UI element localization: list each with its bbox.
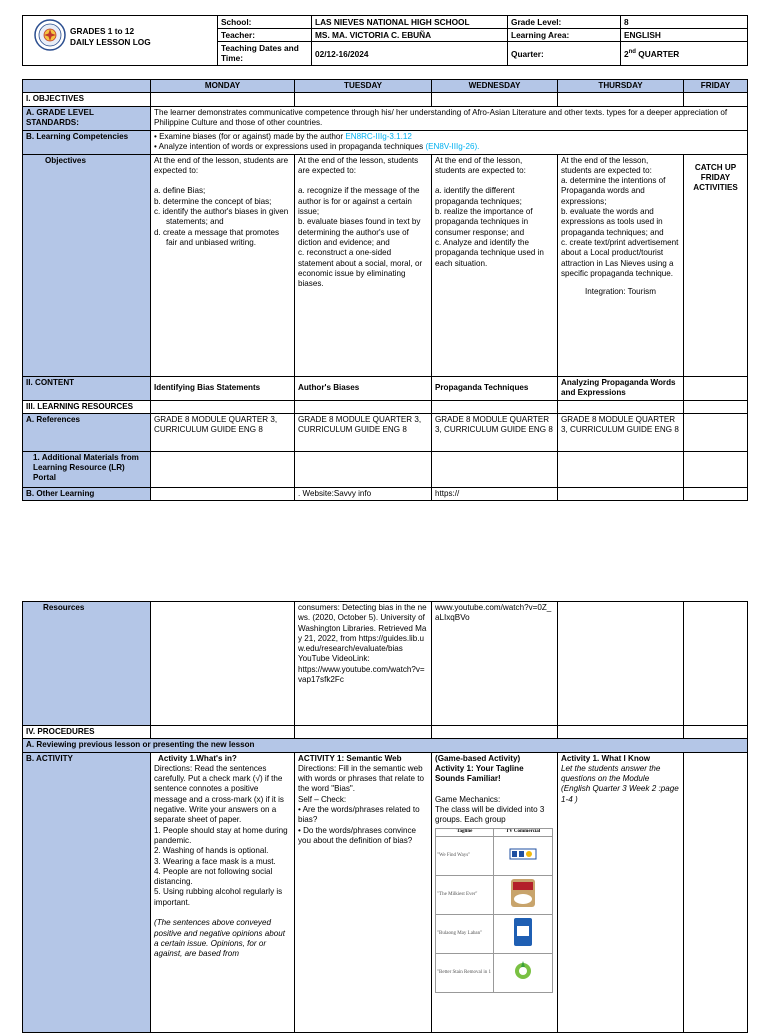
standards-text: The learner demonstrates communicative competence through his/ her understanding of Afro-Asian Literature and other texts. types for a deeper appreciation of Philippine Culture and those of other countries. bbox=[151, 106, 748, 130]
area-label: Learning Area: bbox=[508, 29, 621, 42]
objectives-thursday: At the end of the lesson, students are expected to: a. determine the intentions of Propaganda words and expressions; b. evaluate the words and expressions as tools used in propaganda techniques; and c. create text/print advertisement about a Local product/tourist attraction in Las Nieves using a specific propaganda technique. Integration: Tourism bbox=[558, 154, 684, 376]
header-table bbox=[22, 15, 748, 66]
content-thursday: Analyzing Propaganda Words and Expressions bbox=[558, 376, 684, 400]
comp2-code: (EN8V-IIIg-26). bbox=[425, 141, 480, 151]
activity-thursday: Activity 1. What I Know Let the students answer the questions on the Module (English Quarter 3 Week 2 :page 1-4 ) bbox=[558, 752, 684, 1032]
teacher-label: Teacher: bbox=[218, 29, 312, 42]
standards-label: A. GRADE LEVEL STANDARDS: bbox=[23, 106, 151, 130]
logo-cell bbox=[23, 16, 218, 66]
school-label: School: bbox=[218, 16, 312, 29]
content-tuesday: Author's Biases bbox=[295, 376, 432, 400]
objectives-heading: I. OBJECTIVES bbox=[23, 93, 151, 106]
day-thursday: THURSDAY bbox=[558, 80, 684, 93]
milk-box-icon bbox=[494, 914, 553, 953]
references-label: A. References bbox=[23, 413, 151, 451]
tagline-2: "The Milkiest Ever" bbox=[436, 875, 494, 914]
activity-label: B. ACTIVITY bbox=[23, 752, 151, 1032]
refs-tuesday: GRADE 8 MODULE QUARTER 3, CURRICULUM GUIDE ENG 8 bbox=[295, 413, 432, 451]
dates-value: 02/12-16/2024 bbox=[312, 42, 508, 66]
grade-level-value: 8 bbox=[621, 16, 748, 29]
objectives-friday: CATCH UP FRIDAY ACTIVITIES bbox=[684, 154, 748, 376]
other-resources-label: B. Other Learning bbox=[23, 487, 151, 500]
content-monday: Identifying Bias Statements bbox=[151, 376, 295, 400]
refs-thursday: GRADE 8 MODULE QUARTER 3, CURRICULUM GUIDE ENG 8 bbox=[558, 413, 684, 451]
additional-materials-label: 1. Additional Materials from Learning Resource (LR) Portal bbox=[23, 451, 151, 487]
milk-can-icon bbox=[494, 875, 553, 914]
tagline-1: "We Find Ways" bbox=[436, 836, 494, 875]
teacher-value: MS. MA. VICTORIA C. EBUÑA bbox=[312, 29, 508, 42]
log-title: DAILY LESSON LOG bbox=[70, 37, 151, 47]
quarter-value: 2nd QUARTER bbox=[621, 42, 748, 66]
reviewing-label: A. Reviewing previous lesson or presenting the new lesson bbox=[23, 739, 748, 752]
bdo-logo-icon bbox=[494, 836, 553, 875]
activity-wednesday: (Game-based Activity) Activity 1: Your Tagline Sounds Familiar! Game Mechanics: The class will be divided into 3 groups. Each group Tagline TV Commercial "We Find Ways" "The Milkiest Ever" "Bulaong May Laban" "Better Stain Removal in 1 bbox=[432, 752, 558, 1032]
competencies-text: • Examine biases (for or against) made by the author EN8RC-IIIg-3.1.12 • Analyze intention of words or expressions used in propaganda techniques (EN8V-IIIg-26). bbox=[151, 130, 748, 154]
procedures-heading: IV. PROCEDURES bbox=[23, 726, 151, 739]
area-value: ENGLISH bbox=[621, 29, 748, 42]
activity-tuesday: ACTIVITY 1: Semantic Web Directions: Fill in the semantic web with words or phrases that relate to the word "Bias". Self – Check: • Are the words/phrases related to bias? • Do the words/phrases convince you about the definition of bias? bbox=[295, 752, 432, 1032]
content-heading: II. CONTENT bbox=[23, 376, 151, 400]
refs-wednesday: GRADE 8 MODULE QUARTER 3, CURRICULUM GUIDE ENG 8 bbox=[432, 413, 558, 451]
school-value: LAS NIEVES NATIONAL HIGH SCHOOL bbox=[312, 16, 508, 29]
dates-label: Teaching Dates and Time: bbox=[218, 42, 312, 66]
other-tuesday: . Website:Savvy info bbox=[295, 487, 432, 500]
days-header-row bbox=[23, 80, 748, 93]
objectives-wednesday: At the end of the lesson, students are expected to: a. identify the different propaganda techniques; b. realize the importance of propaganda techniques in consumer response; and c. Analyze and identify the propaganda technique used in each situation. bbox=[432, 154, 558, 376]
day-friday: FRIDAY bbox=[684, 80, 748, 93]
day-monday: MONDAY bbox=[151, 80, 295, 93]
lesson-table-page1 bbox=[22, 79, 748, 501]
other2-tuesday: consumers: Detecting bias in the news. (2020, October 5). University of Washington Libraries. Retrieved May 21, 2022, from https://guides.lib.uw.edu/research/evaluate/bias YouTube VideoLink: https://www.youtube.com/watch?v=vap17sfk2Fc bbox=[295, 602, 432, 726]
quarter-label: Quarter: bbox=[508, 42, 621, 66]
day-wednesday: WEDNESDAY bbox=[432, 80, 558, 93]
other2-wednesday: www.youtube.com/watch?v=0Z_aLIxqBVo bbox=[432, 602, 558, 726]
competencies-label: B. Learning Competencies bbox=[23, 130, 151, 154]
other-wednesday: https:// bbox=[432, 487, 558, 500]
tv-commercial-header: TV Commercial bbox=[494, 828, 553, 836]
objectives-monday: At the end of the lesson, students are expected to: a. define Bias; b. determine the concept of bias; c. identify the author's biases in given statements; and d. create a message that promotes fair and unbiased writing. bbox=[151, 154, 295, 376]
grade-level-label: Grade Level: bbox=[508, 16, 621, 29]
objectives-tuesday: At the end of the lesson, students are expected to: a. recognize if the message of the author is for or against a certain issue; b. evaluate biases found in text by determining the author's use of diction and evidence; and c. reconstruct a one-sided statement about a social, moral, or economic issue by eliminating biases. bbox=[295, 154, 432, 376]
tagline-4: "Better Stain Removal in 1 bbox=[436, 953, 494, 992]
resources-continued-label: Resources bbox=[23, 602, 151, 726]
objectives-label: Objectives bbox=[23, 154, 151, 376]
resources-heading: III. LEARNING RESOURCES bbox=[23, 400, 151, 413]
activity-monday: Activity 1.What's in? Directions: Read the sentences carefully. Put a check mark (√) if the sentence connotes a positive message and a cross-mark (x) if it is negative. Write your answers on a separate sheet of paper. 1. People should stay at home during pandemic. 2. Washing of hands is optional. 3. Wearing a face mask is a must. 4. People are not following social distancing. 5. Using rubbing alcohol regularly is important. (The sentences above conveyed positive and negative opinions about a certain issue. Opinions, for or against, are based from bbox=[151, 752, 295, 1032]
tagline-game-table bbox=[435, 828, 553, 993]
grades-title: GRADES 1 to 12 bbox=[70, 26, 135, 36]
refs-monday: GRADE 8 MODULE QUARTER 3, CURRICULUM GUIDE ENG 8 bbox=[151, 413, 295, 451]
day-tuesday: TUESDAY bbox=[295, 80, 432, 93]
comp1-code: EN8RC-IIIg-3.1.12 bbox=[345, 131, 412, 141]
tagline-3: "Bulaong May Laban" bbox=[436, 914, 494, 953]
detergent-icon bbox=[494, 953, 553, 992]
content-wednesday: Propaganda Techniques bbox=[432, 376, 558, 400]
lesson-table-page2 bbox=[22, 601, 748, 1033]
tagline-header: Tagline bbox=[436, 828, 494, 836]
